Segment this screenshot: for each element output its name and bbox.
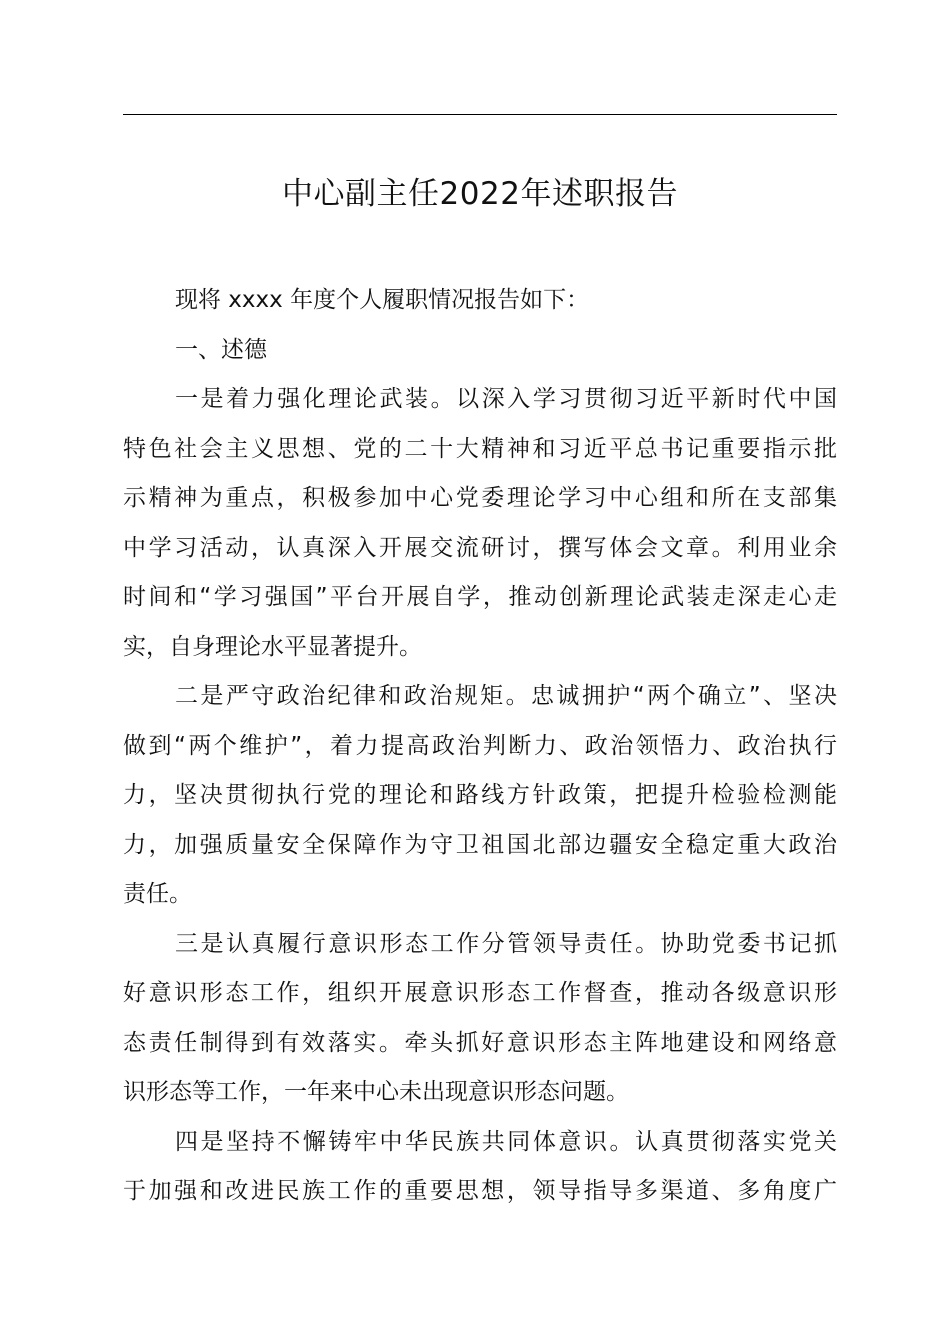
text-line: 责任。 [123, 881, 192, 907]
paragraph-ideology [123, 920, 837, 1118]
text-line: 识形态等工作，一年来中心未出现意识形态问题。 [123, 1079, 629, 1105]
paragraph-discipline [123, 672, 837, 920]
text-line: 做到“两个维护”，着力提高政治判断力、政治领悟力、政治执行 [123, 732, 837, 759]
section-heading-1 [123, 326, 837, 376]
text-line: 力，加强质量安全保障作为守卫祖国北部边疆安全稳定重大政治 [123, 831, 837, 858]
paragraph-intro [123, 276, 837, 326]
text-line: 四是坚持不懈铸牢中华民族共同体意识。认真贯彻落实党关 [175, 1128, 837, 1155]
text-line: 中学习活动，认真深入开展交流研讨，撰写体会文章。利用业余 [123, 534, 837, 561]
text-line: 实，自身理论水平显著提升。 [123, 633, 422, 660]
text-line: 好意识形态工作，组织开展意识形态工作督查，推动各级意识形 [123, 980, 837, 1006]
document-body [123, 276, 837, 1217]
text-line: 力，坚决贯彻执行党的理论和路线方针政策，把提升检验检测能 [123, 782, 837, 808]
paragraph-unity [123, 1118, 837, 1217]
text-line: 特色社会主义思想、党的二十大精神和习近平总书记重要指示批 [123, 435, 837, 462]
text-line: 一、述德 [175, 336, 267, 363]
document-title: 中心副主任2022年述职报告 [282, 176, 678, 212]
text-line: 一是着力强化理论武装。以深入学习贯彻习近平新时代中国 [175, 386, 837, 412]
text-line: 二是严守政治纪律和政治规矩。忠诚拥护“两个确立”、坚决 [175, 683, 837, 709]
text-line: 时间和“学习强国”平台开展自学，推动创新理论武装走深走心走 [123, 584, 837, 610]
text-line: 态责任制得到有效落实。牵头抓好意识形态主阵地建设和网络意 [123, 1029, 837, 1056]
text-line: 于加强和改进民族工作的重要思想，领导指导多渠道、多角度广 [123, 1178, 837, 1204]
text-line: 现将 xxxx 年度个人履职情况报告如下： [175, 287, 590, 313]
header-rule [123, 114, 837, 115]
paragraph-theory [123, 375, 837, 672]
text-line: 示精神为重点，积极参加中心党委理论学习中心组和所在支部集 [123, 485, 837, 511]
text-line: 三是认真履行意识形态工作分管领导责任。协助党委书记抓 [175, 930, 837, 957]
